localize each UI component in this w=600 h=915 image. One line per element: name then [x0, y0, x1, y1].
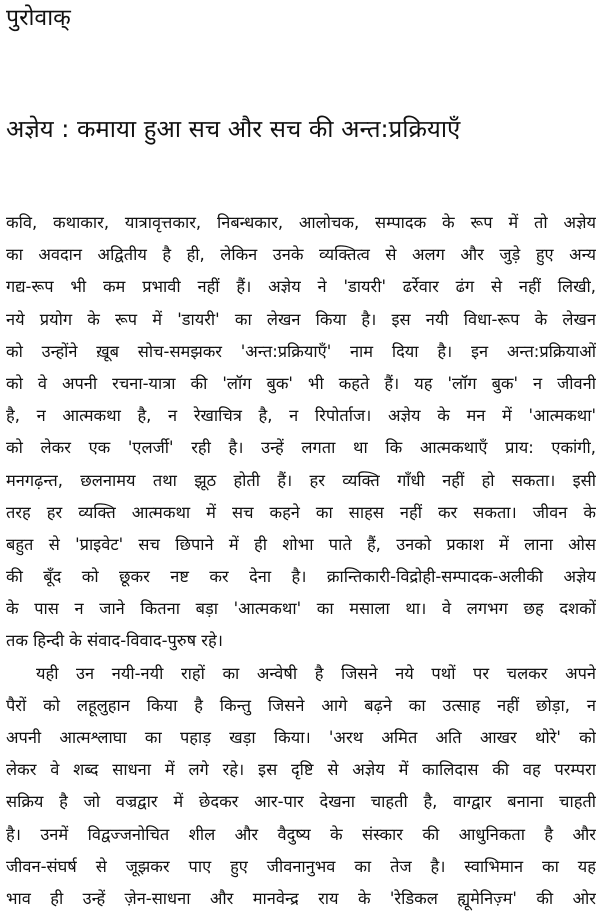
text-line: की बूँद को छूकर नष्ट कर देना है। क्रान्तिकारी-विद्रोही-सम्पादक-अलीकी अज्ञेय [6, 567, 596, 587]
text-line: नये प्रयोग के रूप में 'डायरी' का लेखन किया है। इस नयी विधा-रूप के लेखन [6, 309, 596, 329]
text-line: को वे अपनी रचना-यात्रा की 'लॉग बुक' भी कहते हैं। यह 'लॉग बुक' न जीवनी [6, 373, 596, 393]
text-line: को उन्होंने ख़ूब सोच-समझकर 'अन्त:प्रक्रियाएँ' नाम दिया है। इन अन्त:प्रक्रियाओं [6, 341, 596, 361]
text-line: है। उनमें विद्वज्जनोचित शील और वैदुष्य के संस्कार की आधुनिकता है और [6, 824, 596, 844]
text-line: सक्रिय है जो वज्रद्वार में छेदकर आर-पार देखना चाहती है, वाग्द्वार बनाना चाहती [6, 792, 596, 812]
text-line: लेकर वे शब्द साधना में लगे रहे। इस दृष्टि से अज्ञेय में कालिदास की वह परम्परा [6, 760, 596, 780]
text-line: यही उन नयी-नयी राहों का अन्वेषी है जिसने नये पथों पर चलकर अपने [36, 663, 596, 683]
text-line: का अवदान अद्वितीय है ही, लेकिन उनके व्यक्तित्व से अलग और जुड़े हुए अन्य [6, 245, 596, 265]
text-line: कवि, कथाकार, यात्रावृत्तकार, निबन्धकार, आलोचक, सम्पादक के रूप में तो अज्ञेय [6, 213, 596, 232]
text-line: जीवन-संघर्ष से जूझकर पाए हुए जीवनानुभव का तेज है। स्वाभिमान का यह [6, 856, 596, 876]
text-line: तक हिन्दी के संवाद-विवाद-पुरुष रहे। [6, 631, 223, 651]
text-line: पैरों को लहूलुहान किया है किन्तु जिसने आगे बढ़ने का उत्साह नहीं छोड़ा, न [6, 695, 596, 715]
header-label: पुरोवाक् [6, 5, 71, 31]
text-line: है, न आत्मकथा है, न रेखाचित्र है, न रिपोर्ताज। अज्ञेय के मन में 'आत्मकथा' [6, 406, 596, 426]
text-line: अपनी आत्मश्लाघा का पहाड़ खड़ा किया। 'अरथ अमित अति आखर थोरे' को [6, 728, 596, 747]
body-text [6, 207, 596, 915]
text-line: तरह हर व्यक्ति आत्मकथा में सच कहने का साहस नहीं कर सकता। जीवन के [6, 502, 596, 522]
text-line: गद्य-रूप भी कम प्रभावी नहीं हैं। अज्ञेय ने 'डायरी' ढर्रेवार ढंग से नहीं लिखी, [6, 277, 596, 297]
text-line: भाव ही उन्हें ज़ेन-साधना और मानवेन्द्र राय के 'रेडिकल ह्यूमेनिज़्म' की ओर [6, 888, 596, 908]
chapter-title: अज्ञेय : कमाया हुआ सच और सच की अन्त:प्रक्रियाएँ [6, 115, 461, 143]
text-line: को लेकर एक 'एलर्जी' रही है। उन्हें लगता था कि आत्मकथाएँ प्राय: एकांगी, [6, 438, 596, 458]
text-line: के पास न जाने कितना बड़ा 'आत्मकथा' का मसाला था। वे लगभग छह दशकों [6, 599, 596, 619]
text-line: बहुत से 'प्राइवेट' सच छिपाने में ही शोभा पाते हैं, उनको प्रकाश में लाना ओस [6, 534, 596, 554]
text-line: मनगढ़न्त, छलनामय तथा झूठ होती हैं। हर व्यक्ति गाँधी नहीं हो सकता। इसी [6, 470, 596, 490]
